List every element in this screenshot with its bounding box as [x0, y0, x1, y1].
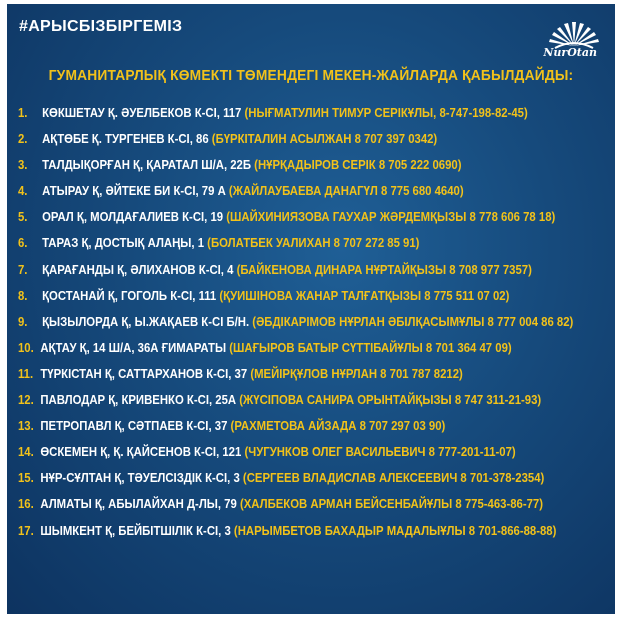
item-contact: (БОЛАТБЕК УАЛИХАН 8 707 272 85 91): [207, 235, 420, 251]
item-address: КӨКШЕТАУ Қ. ӘУЕЛБЕКОВ К-СІ, 117: [42, 105, 242, 120]
item-contact: (МЕЙІРҚҰЛОВ НҰРЛАН 8 701 787 8212): [250, 365, 463, 381]
item-number: 14.: [18, 444, 34, 460]
item-address: ТАЛДЫҚОРҒАН Қ, ҚАРАТАЛ Ш/А, 22Б: [42, 157, 252, 173]
list-item: [18, 152, 603, 178]
logo-text: NurOtan: [543, 46, 597, 59]
item-address: ҚЫЗЫЛОРДА Қ, Ы.ЖАҚАЕВ К-СІ Б/Н.: [42, 313, 250, 329]
item-address: ОРАЛ Қ, МОЛДАҒАЛИЕВ К-СІ, 19: [42, 209, 224, 225]
item-contact: (ШАЙХИНИЯЗОВА ГАУХАР ЖӘРДЕМҚЫЗЫ 8 778 606 78 18): [226, 209, 556, 225]
list-item: [18, 335, 603, 361]
list-item: [18, 204, 603, 230]
item-address: ШЫМКЕНТ Қ, БЕЙБІТШІЛІК К-СІ, 3: [40, 522, 231, 538]
item-address: ТҮРКІСТАН Қ, САТТАРХАНОВ К-СІ, 37: [40, 365, 248, 381]
list-item: [18, 257, 603, 283]
list-item: [18, 309, 603, 335]
item-address: НҰР-СҰЛТАН Қ, ТӘУЕЛСІЗДІК К-СІ, 3: [40, 470, 240, 486]
list-item: [18, 439, 603, 465]
item-contact: (ХАЛБЕКОВ АРМАН БЕЙСЕНБАЙҰЛЫ 8 775-463-86-77): [239, 496, 544, 512]
item-address: ҚАРАҒАНДЫ Қ, ӘЛИХАНОВ К-СІ, 4: [42, 261, 234, 277]
item-number: 9.: [18, 313, 28, 329]
list-item: [18, 126, 603, 152]
item-contact: (ЖАЙЛАУБАЕВА ДАНАГҮЛ 8 775 680 4640): [228, 183, 464, 199]
hashtag-title: #АРЫСБІЗБІРГЕМІЗ: [19, 18, 183, 35]
item-number: 10.: [18, 339, 34, 355]
list-item: [18, 465, 603, 491]
list-item: [18, 518, 603, 544]
item-contact: (БҮРКІТАЛИН АСЫЛЖАН 8 707 397 0342): [211, 131, 438, 147]
item-address: ҚОСТАНАЙ Қ, ГОГОЛЬ К-СІ, 111: [42, 287, 217, 303]
item-number: 11.: [18, 365, 34, 381]
item-contact: (ЖҮСІПОВА САНИРА ОРЫНТАЙҚЫЗЫ 8 747 311-21-93): [239, 392, 542, 408]
item-contact: (РАХМЕТОВА АЙЗАДА 8 707 297 03 90): [230, 418, 446, 434]
item-number: 4.: [18, 183, 28, 199]
item-number: 8.: [18, 287, 28, 303]
item-number: 17.: [18, 522, 34, 538]
item-contact: (НЫҒМАТУЛИН ТИМУР СЕРІКҰЛЫ, 8-747-198-82-45): [244, 105, 528, 120]
item-contact: (НҰРҚАДЫРОВ СЕРІК 8 705 222 0690): [254, 157, 462, 173]
list-item: [18, 413, 603, 439]
item-contact: (БАЙКЕНОВА ДИНАРА НҰРТАЙҚЫЗЫ 8 708 977 7357): [236, 261, 532, 277]
item-contact: (ҚУИШІНОВА ЖАНАР ТАЛҒАТҚЫЗЫ 8 775 511 07 02): [219, 287, 510, 303]
item-number: 3.: [18, 157, 28, 173]
item-number: 16.: [18, 496, 34, 512]
item-address: ПЕТРОПАВЛ Қ, СӘТПАЕВ К-СІ, 37: [40, 418, 228, 434]
poster-panel: [7, 4, 615, 614]
list-item: [18, 361, 603, 387]
item-address: АЛМАТЫ Қ, АБЫЛАЙХАН Д-ЛЫ, 79: [40, 496, 237, 512]
list-item: [18, 491, 603, 517]
item-contact: (ШАҒЫРОВ БАТЫР СҮТТІБАЙҰЛЫ 8 701 364 47 09): [229, 339, 512, 355]
item-number: 1.: [18, 105, 28, 120]
item-number: 6.: [18, 235, 28, 251]
item-number: 5.: [18, 209, 28, 225]
heading: ГУМАНИТАРЛЫҚ КӨМЕКТІ ТӨМЕНДЕГІ МЕКЕН-ЖАЙЛАРДА ҚАБЫЛДАЙДЫ:: [48, 67, 574, 84]
item-number: 2.: [18, 131, 28, 147]
list-item: [18, 178, 603, 204]
item-contact: (НАРЫМБЕТОВ БАХАДЫР МАДАЛЫҰЛЫ 8 701-866-88-88): [233, 522, 557, 538]
item-address: АҚТӨБЕ Қ. ТУРГЕНЕВ К-СІ, 86: [42, 131, 209, 147]
address-list: [18, 100, 608, 544]
list-item: [18, 387, 603, 413]
list-item: [18, 100, 603, 126]
item-number: 15.: [18, 470, 34, 486]
item-number: 12.: [18, 392, 34, 408]
item-address: АТЫРАУ Қ, ӘЙТЕКЕ БИ К-СІ, 79 А: [42, 183, 226, 199]
item-contact: (ӘБДІКАРІМОВ НҰРЛАН ӘБІЛҚАСЫМҰЛЫ 8 777 004 86 82): [252, 313, 574, 329]
item-address: ӨСКЕМЕН Қ, Қ. ҚАЙСЕНОВ К-СІ, 121: [40, 444, 242, 460]
item-address: АҚТАУ Қ, 14 Ш/А, 36А ҒИМАРАТЫ: [40, 339, 227, 355]
item-contact: (ЧУГУНКОВ ОЛЕГ ВАСИЛЬЕВИЧ 8 777-201-11-07): [244, 444, 516, 460]
item-address: ТАРАЗ Қ, ДОСТЫҚ АЛАҢЫ, 1: [42, 235, 205, 251]
item-number: 13.: [18, 418, 34, 434]
item-address: ПАВЛОДАР Қ, КРИВЕНКО К-СІ, 25А: [40, 392, 237, 408]
item-contact: (СЕРГЕЕВ ВЛАДИСЛАВ АЛЕКСЕЕВИЧ 8 701-378-2354): [242, 470, 545, 486]
list-item: [18, 230, 603, 256]
list-item: [18, 283, 603, 309]
item-number: 7.: [18, 261, 28, 277]
